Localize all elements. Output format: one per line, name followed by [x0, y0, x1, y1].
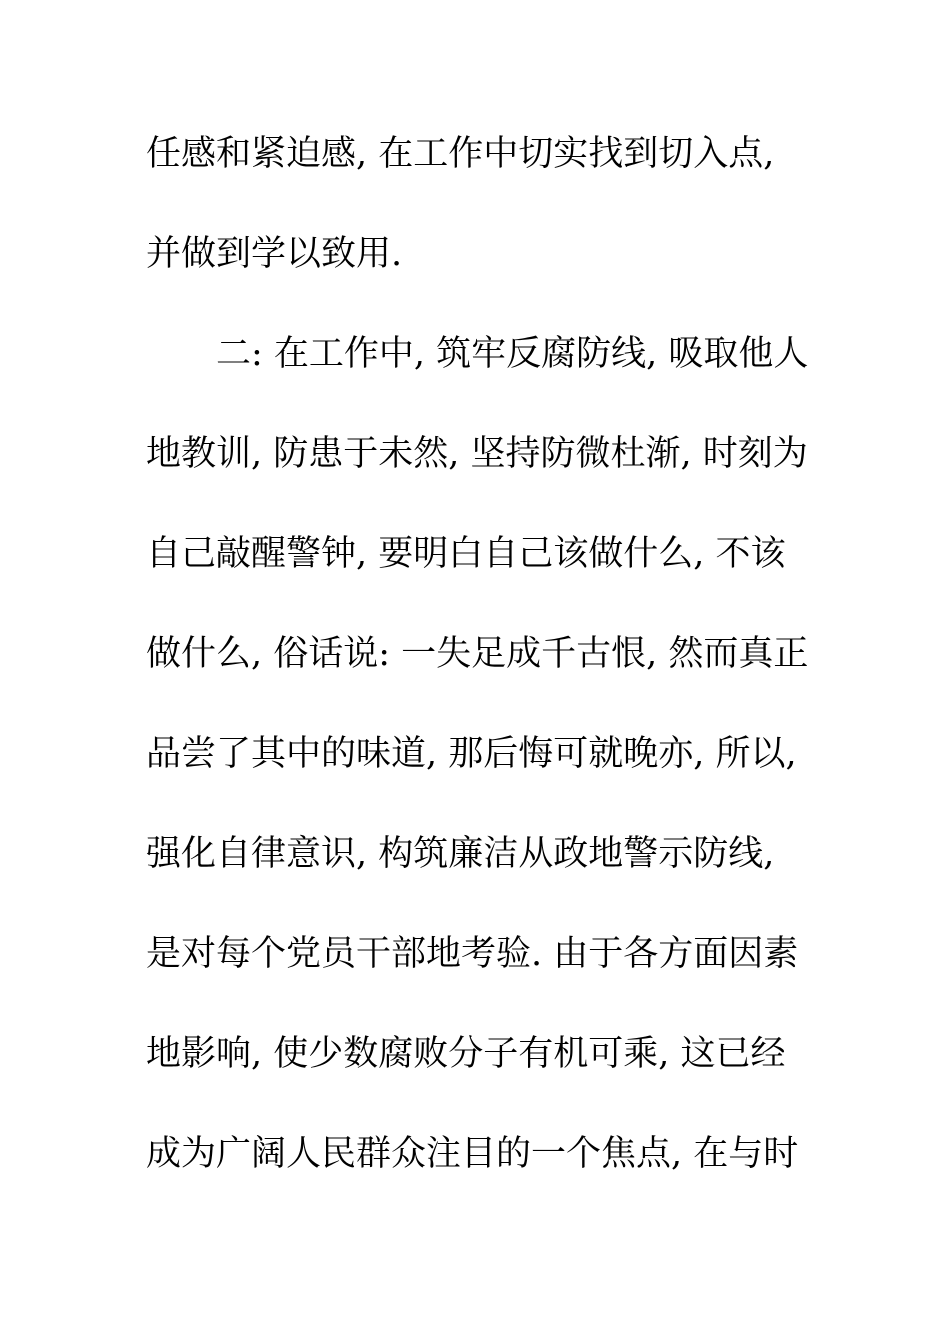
text-line: 做什么, 俗话说: 一失足成千古恨, 然而真正 — [146, 634, 809, 674]
text-line: 品尝了其中的味道, 那后悔可就晚亦, 所以, — [146, 734, 797, 774]
text-line: 自己敲醒警钟, 要明白自己该做什么, 不该 — [146, 534, 786, 574]
text-line: 成为广阔人民群众注目的一个焦点, 在与时 — [146, 1134, 799, 1174]
body-text — [146, 123, 809, 1223]
text-line: 地教训, 防患于未然, 坚持防微杜渐, 时刻为 — [146, 434, 808, 474]
paragraph-start-line: 二: 在工作中, 筑牢反腐防线, 吸取他人 — [216, 334, 809, 374]
text-line: 地影响, 使少数腐败分子有机可乘, 这已经 — [146, 1034, 786, 1074]
text-line: 是对每个党员干部地考验. 由于各方面因素 — [146, 934, 799, 974]
text-line: 任感和紧迫感, 在工作中切实找到切入点, — [146, 134, 775, 174]
text-line: 并做到学以致用. — [146, 234, 403, 274]
text-line: 强化自律意识, 构筑廉洁从政地警示防线, — [146, 834, 775, 874]
